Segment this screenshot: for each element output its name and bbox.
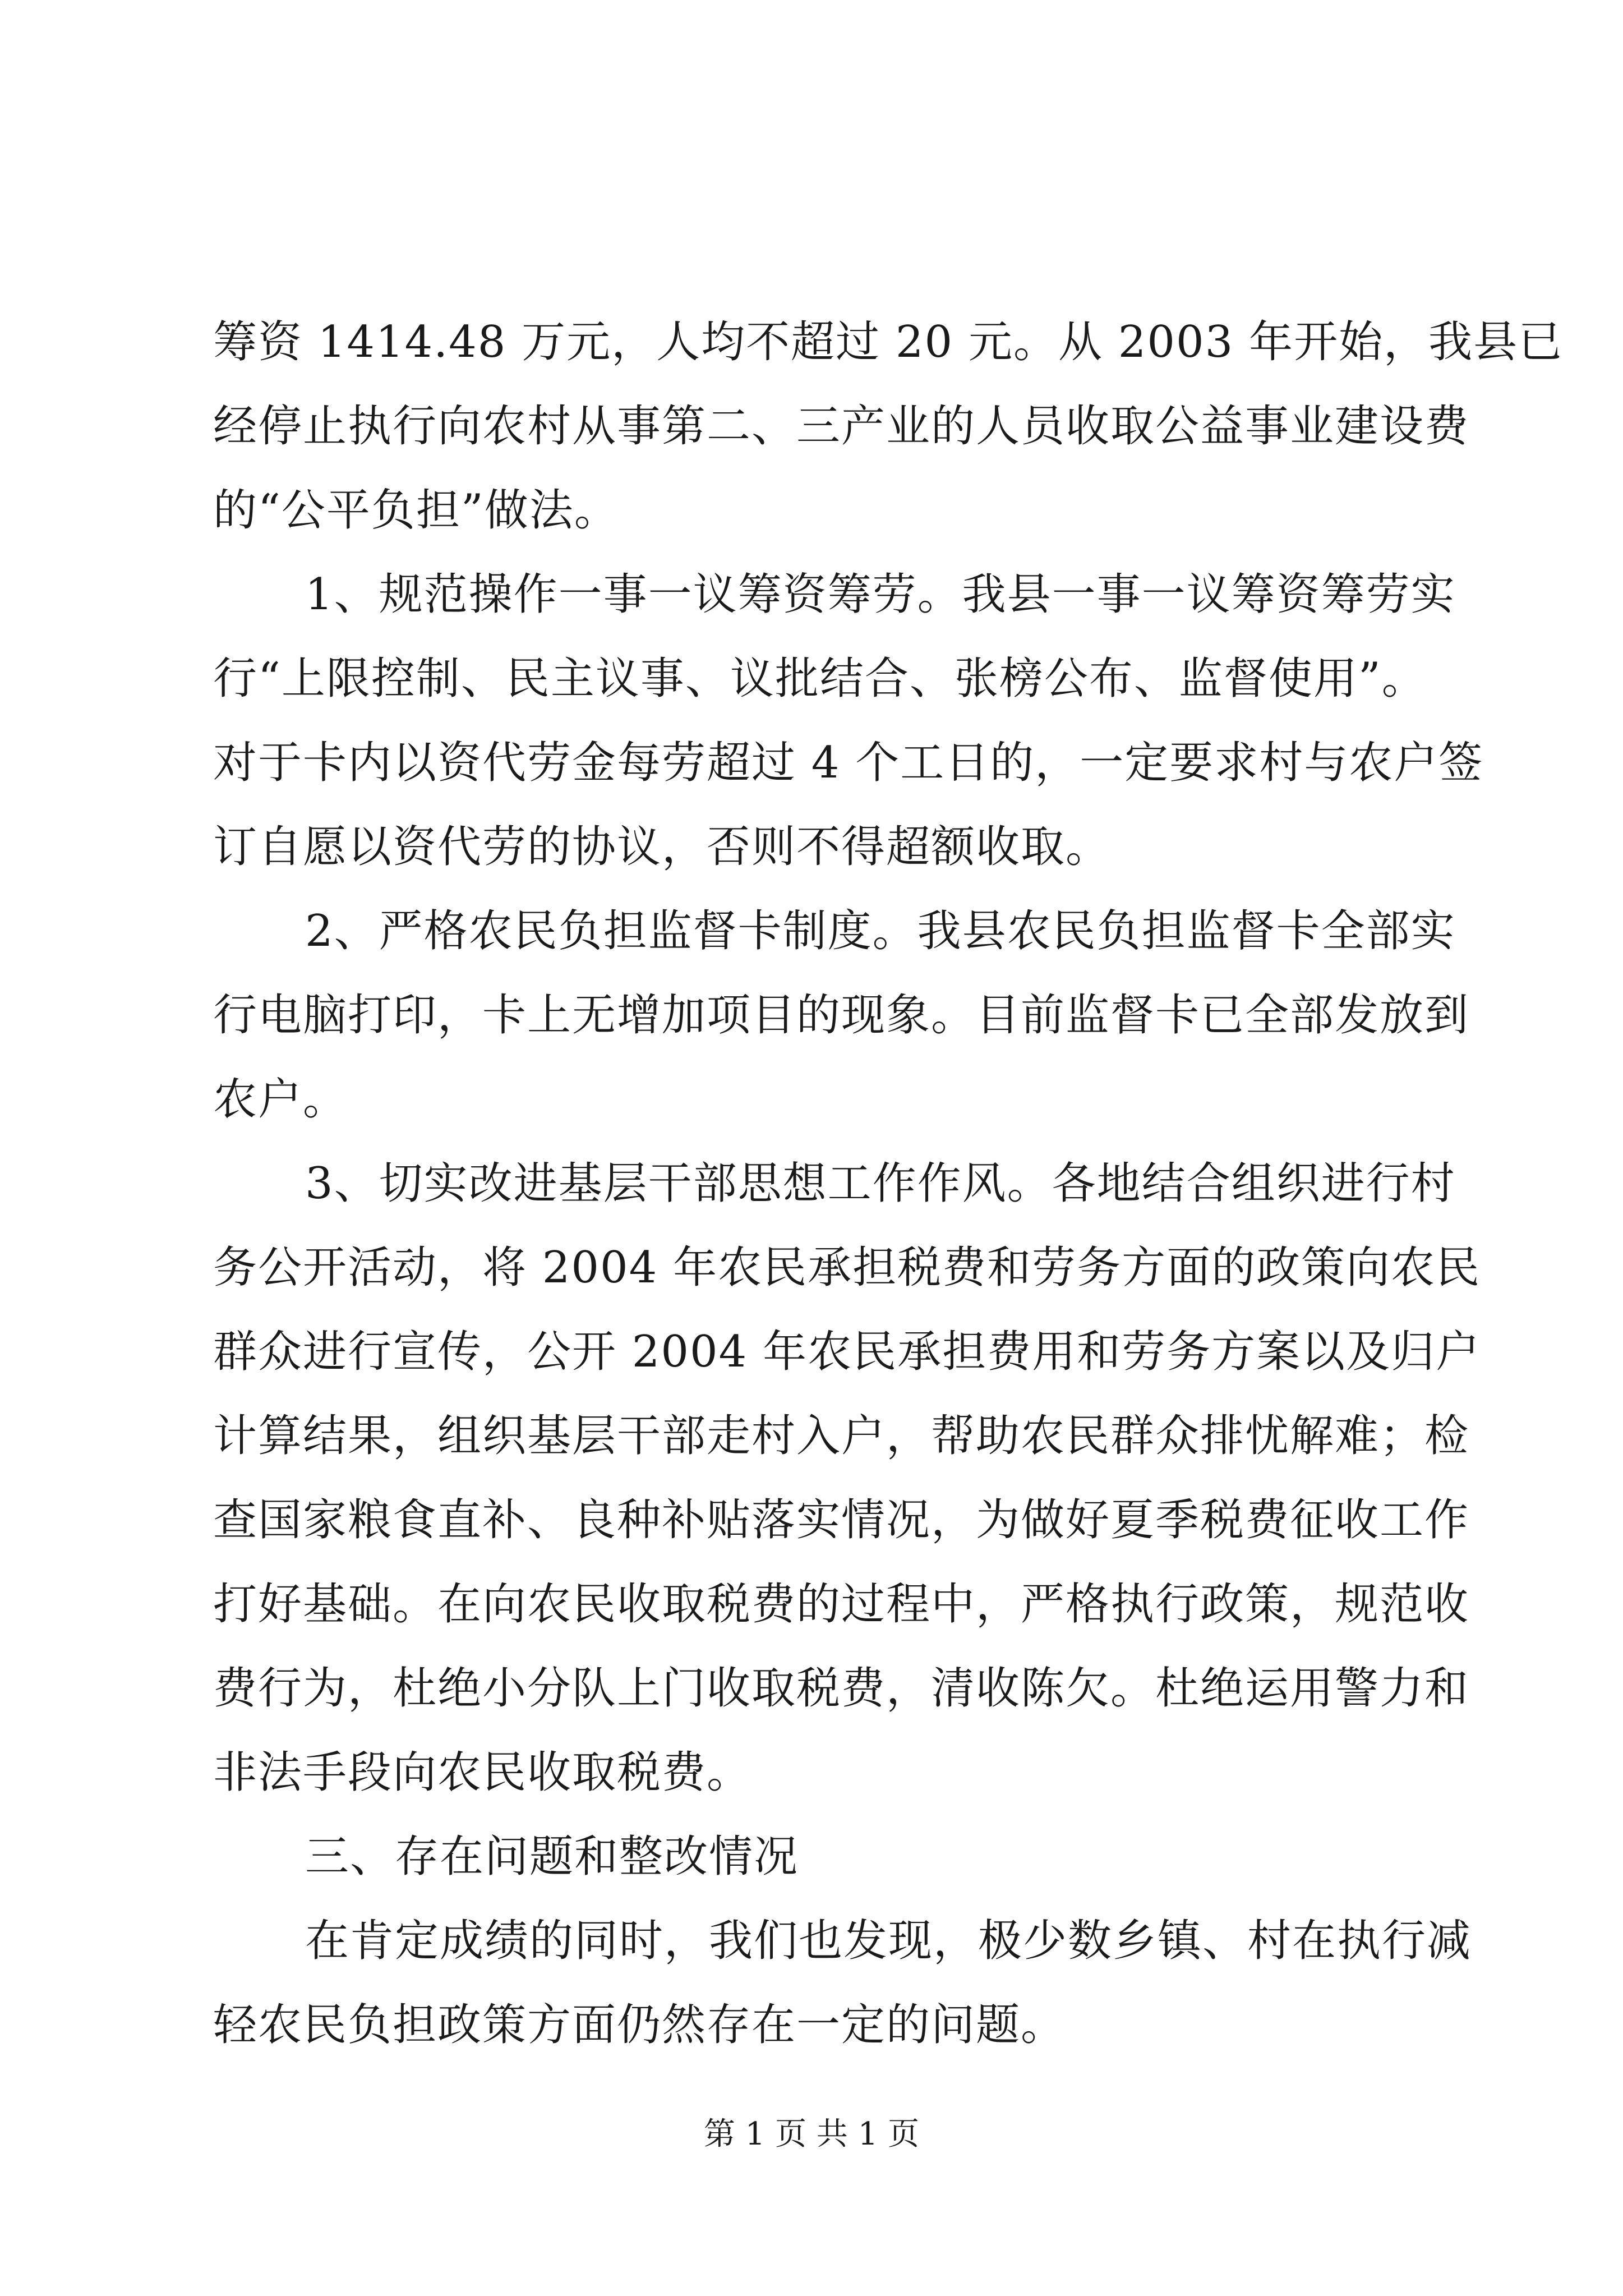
paragraph-1-heading-line: 1、规范操作一事一议筹资筹劳。我县一事一议筹资筹劳实 — [305, 569, 1456, 620]
text-line: 行“上限控制、民主议事、议批结合、张榜公布、监督使用”。 — [213, 654, 1427, 704]
text-line: 的“公平负担”做法。 — [213, 485, 619, 536]
text-line: 订自愿以资代劳的协议，否则不得超额收取。 — [213, 822, 1111, 872]
text-line: 筹资 1414.48 万元，人均不超过 20 元。从 2003 年开始，我县已 — [213, 317, 1564, 367]
paragraph-3-heading-line: 3、切实改进基层干部思想工作作风。各地结合组织进行村 — [305, 1158, 1456, 1209]
text-line: 在肯定成绩的同时，我们也发现，极少数乡镇、村在执行减 — [305, 1916, 1472, 1966]
text-line: 行电脑打印，卡上无增加项目的现象。目前监督卡已全部发放到 — [213, 990, 1470, 1041]
paragraph-2-heading-line: 2、严格农民负担监督卡制度。我县农民负担监督卡全部实 — [305, 906, 1456, 956]
text-line: 经停止执行向农村从事第二、三产业的人员收取公益事业建设费 — [213, 401, 1470, 452]
text-line: 计算结果，组织基层干部走村入户，帮助农民群众排忧解难；检 — [213, 1411, 1470, 1461]
text-line: 务公开活动，将 2004 年农民承担税费和劳务方面的政策向农民 — [213, 1243, 1481, 1293]
text-line: 轻农民负担政策方面仍然存在一定的问题。 — [213, 2000, 1066, 2050]
page-footer: 第 1 页 共 1 页 — [703, 2116, 920, 2152]
text-line: 农户。 — [213, 1074, 348, 1125]
text-line: 非法手段向农民收取税费。 — [213, 1747, 752, 1798]
text-line: 查国家粮食直补、良种补贴落实情况，为做好夏季税费征收工作 — [213, 1495, 1470, 1545]
text-line: 对于卡内以资代劳金每劳超过 4 个工日的，一定要求村与农户签 — [213, 738, 1484, 788]
text-line: 群众进行宣传，公开 2004 年农民承担费用和劳务方案以及归户 — [213, 1327, 1481, 1377]
text-line: 打好基础。在向农民收取税费的过程中，严格执行政策，规范收 — [213, 1579, 1470, 1630]
section-heading: 三、存在问题和整改情况 — [305, 1832, 799, 1882]
text-line: 费行为，杜绝小分队上门收取税费，清收陈欠。杜绝运用警力和 — [213, 1663, 1470, 1714]
